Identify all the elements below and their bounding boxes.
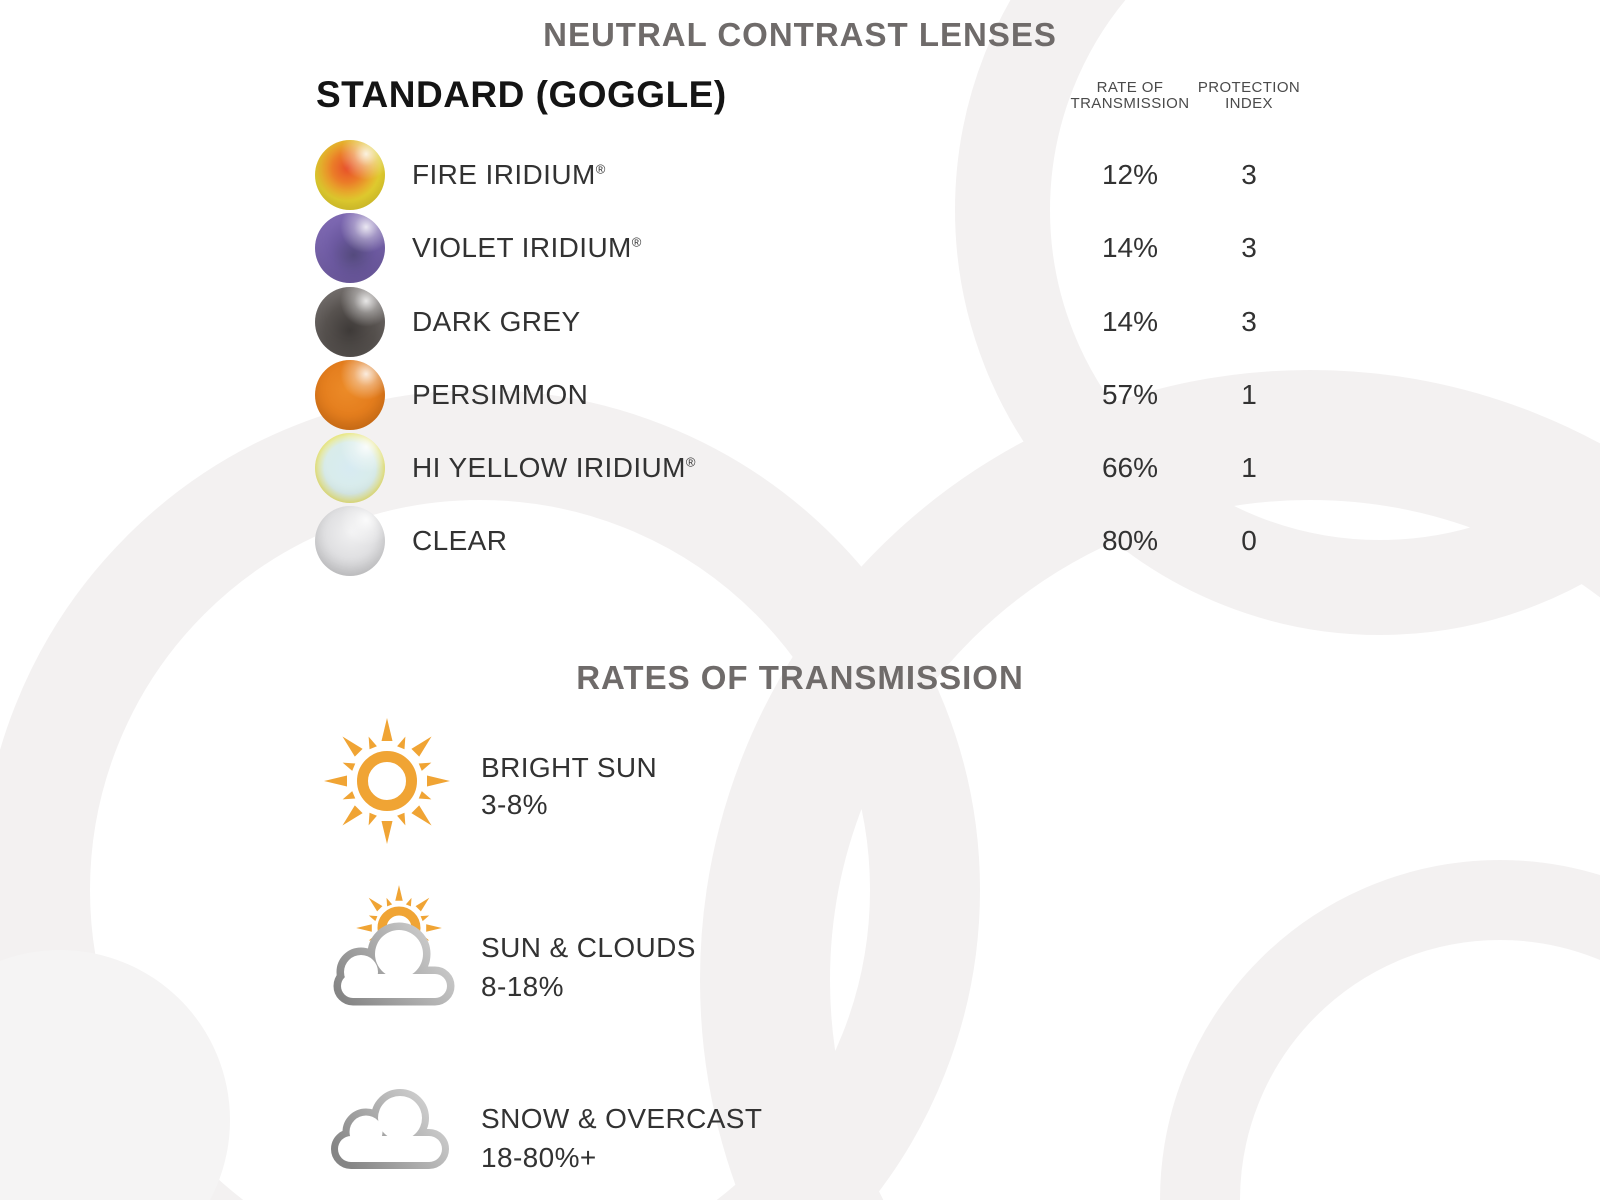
overcast-cloud-icon bbox=[330, 1082, 452, 1175]
lens-name-text: HI YELLOW IRIDIUM bbox=[412, 452, 686, 483]
table-row bbox=[315, 140, 1320, 210]
registered-mark: ® bbox=[595, 161, 606, 177]
protection-index-value: 1 bbox=[1241, 452, 1257, 483]
protection-index-value: 3 bbox=[1241, 159, 1257, 190]
weather-range: 3-8% bbox=[481, 789, 548, 820]
column-header-line: PROTECTION bbox=[1197, 79, 1301, 96]
weather-item-sun-and-clouds bbox=[481, 928, 696, 1006]
table-row bbox=[315, 433, 1320, 503]
protection-index-value: 0 bbox=[1241, 525, 1257, 556]
registered-mark: ® bbox=[631, 234, 642, 250]
column-header-line: INDEX bbox=[1225, 95, 1273, 112]
lens-swatch-clear bbox=[315, 506, 385, 576]
weather-label: SUN & CLOUDS bbox=[481, 932, 696, 963]
lens-swatch-fire-iridium bbox=[315, 140, 385, 210]
lens-name-text: CLEAR bbox=[412, 525, 508, 556]
lens-swatch-hi-yellow-iridium bbox=[315, 433, 385, 503]
lens-swatch-dark-grey bbox=[315, 287, 385, 357]
transmission-value: 14% bbox=[1101, 306, 1159, 337]
lens-name bbox=[412, 159, 605, 191]
protection-index-value: 3 bbox=[1241, 306, 1257, 337]
transmission-value: 66% bbox=[1101, 452, 1159, 483]
weather-range: 18-80%+ bbox=[481, 1142, 597, 1173]
protection-index-value: 3 bbox=[1241, 232, 1257, 263]
table-row bbox=[315, 213, 1320, 283]
transmission-value: 12% bbox=[1101, 159, 1159, 190]
weather-label: SNOW & OVERCAST bbox=[481, 1103, 763, 1134]
table-row bbox=[315, 287, 1320, 357]
lens-name bbox=[412, 306, 581, 338]
transmission-value: 57% bbox=[1101, 379, 1159, 410]
lens-name-text: PERSIMMON bbox=[412, 379, 589, 410]
section-title-rates-of-transmission: RATES OF TRANSMISSION bbox=[576, 659, 1024, 696]
lens-swatch-persimmon bbox=[315, 360, 385, 430]
weather-range: 8-18% bbox=[481, 971, 564, 1002]
page-title: NEUTRAL CONTRAST LENSES bbox=[543, 16, 1057, 53]
protection-index-value: 1 bbox=[1241, 379, 1257, 410]
lens-swatch-violet-iridium bbox=[315, 213, 385, 283]
bright-sun-icon bbox=[319, 713, 455, 854]
column-header-protection-index bbox=[1174, 80, 1324, 112]
weather-label: BRIGHT SUN bbox=[481, 752, 658, 783]
transmission-value: 80% bbox=[1101, 525, 1159, 556]
column-header-line: RATE OF bbox=[1096, 79, 1164, 96]
lens-name bbox=[412, 452, 695, 484]
lens-name-text: DARK GREY bbox=[412, 306, 581, 337]
lens-name-text: FIRE IRIDIUM bbox=[412, 159, 596, 190]
column-header-line: TRANSMISSION bbox=[1070, 95, 1190, 112]
transmission-value: 14% bbox=[1101, 232, 1159, 263]
section-title-standard-goggle: STANDARD (GOGGLE) bbox=[316, 74, 727, 115]
lens-name bbox=[412, 525, 507, 557]
weather-item-snow-overcast bbox=[481, 1099, 762, 1177]
lens-name bbox=[412, 232, 641, 264]
table-row bbox=[315, 506, 1320, 576]
weather-item-bright-sun bbox=[481, 749, 657, 823]
sun-and-clouds-icon bbox=[315, 880, 467, 1019]
lens-name bbox=[412, 379, 588, 411]
registered-mark: ® bbox=[685, 454, 696, 470]
lens-name-text: VIOLET IRIDIUM bbox=[412, 232, 632, 263]
table-row bbox=[315, 360, 1320, 430]
